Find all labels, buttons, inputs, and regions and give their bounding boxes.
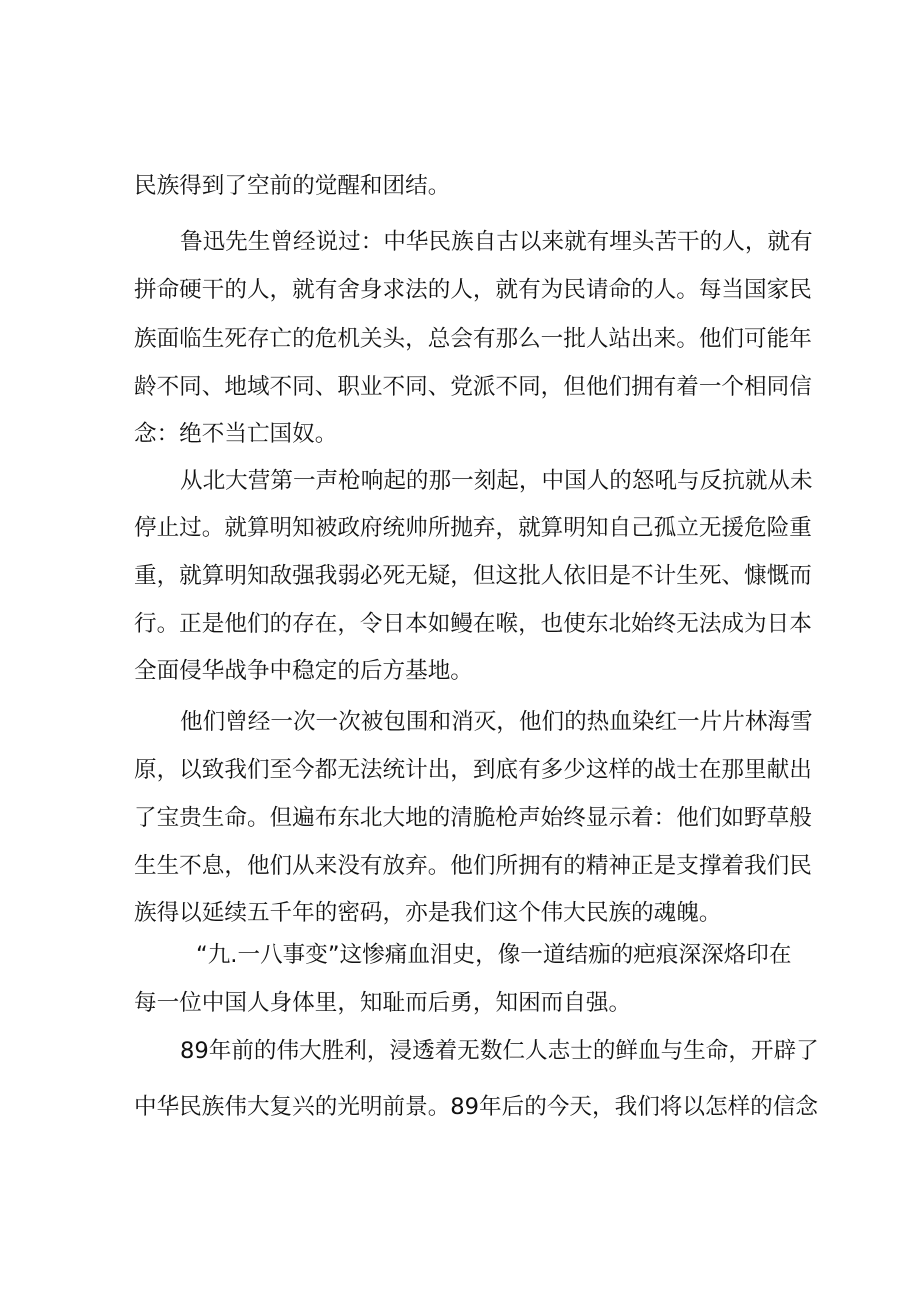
- text-line: 拼命硬干的人，就有舍身求法的人，就有为民请命的人。每当国家民: [134, 277, 812, 303]
- text-line: 原，以致我们至今都无法统计出，到底有多少这样的战士在那里献出: [134, 757, 812, 783]
- text-line: 鲁迅先生曾经说过：中华民族自古以来就有埋头苦干的人，就有: [180, 229, 813, 255]
- text-line: 族得以延续五千年的密码，亦是我们这个伟大民族的魂魄。: [134, 900, 722, 926]
- text-line: 族面临生死存亡的危机关头，总会有那么一批人站出来。他们可能年: [134, 326, 812, 352]
- text-line: 中华民族伟大复兴的光明前景。89年后的今天，我们将以怎样的信念: [134, 1094, 818, 1120]
- text-line: 从北大营第一声枪响起的那一刻起，中国人的怒吼与反抗就从未: [180, 468, 813, 494]
- text-line: 他们曾经一次一次被包围和消灭，他们的热血染红一片片林海雪: [180, 709, 813, 735]
- text-line: 停止过。就算明知被政府统帅所抛弃，就算明知自己孤立无援危险重: [134, 515, 812, 541]
- text-line: 全面侵华战争中稳定的后方基地。: [134, 658, 473, 684]
- text-line: 重，就算明知敌强我弱必死无疑，但这批人依旧是不计生死、慷慨而: [134, 563, 812, 589]
- text-line: 念：绝不当亡国奴。: [134, 421, 338, 447]
- text-line: 了宝贵生命。但遍布东北大地的清脆枪声始终显示着：他们如野草般: [134, 805, 812, 831]
- text-line: 民族得到了空前的觉醒和团结。: [134, 173, 451, 199]
- text-line: 生生不息，他们从来没有放弃。他们所拥有的精神正是支撑着我们民: [134, 853, 812, 879]
- text-line: 89年前的伟大胜利，浸透着无数仁人志士的鲜血与生命，开辟了: [180, 1038, 819, 1064]
- text-line: 行。正是他们的存在，令日本如鳗在喉，也使东北始终无法成为日本: [134, 611, 812, 637]
- text-line: 龄不同、地域不同、职业不同、党派不同，但他们拥有着一个相同信: [134, 374, 812, 400]
- text-line: “九.一八事变”这惨痛血泪史，像一道结痂的疤痕深深烙印在: [196, 942, 792, 968]
- text-line: 每一位中国人身体里，知耻而后勇，知困而自强。: [134, 990, 632, 1016]
